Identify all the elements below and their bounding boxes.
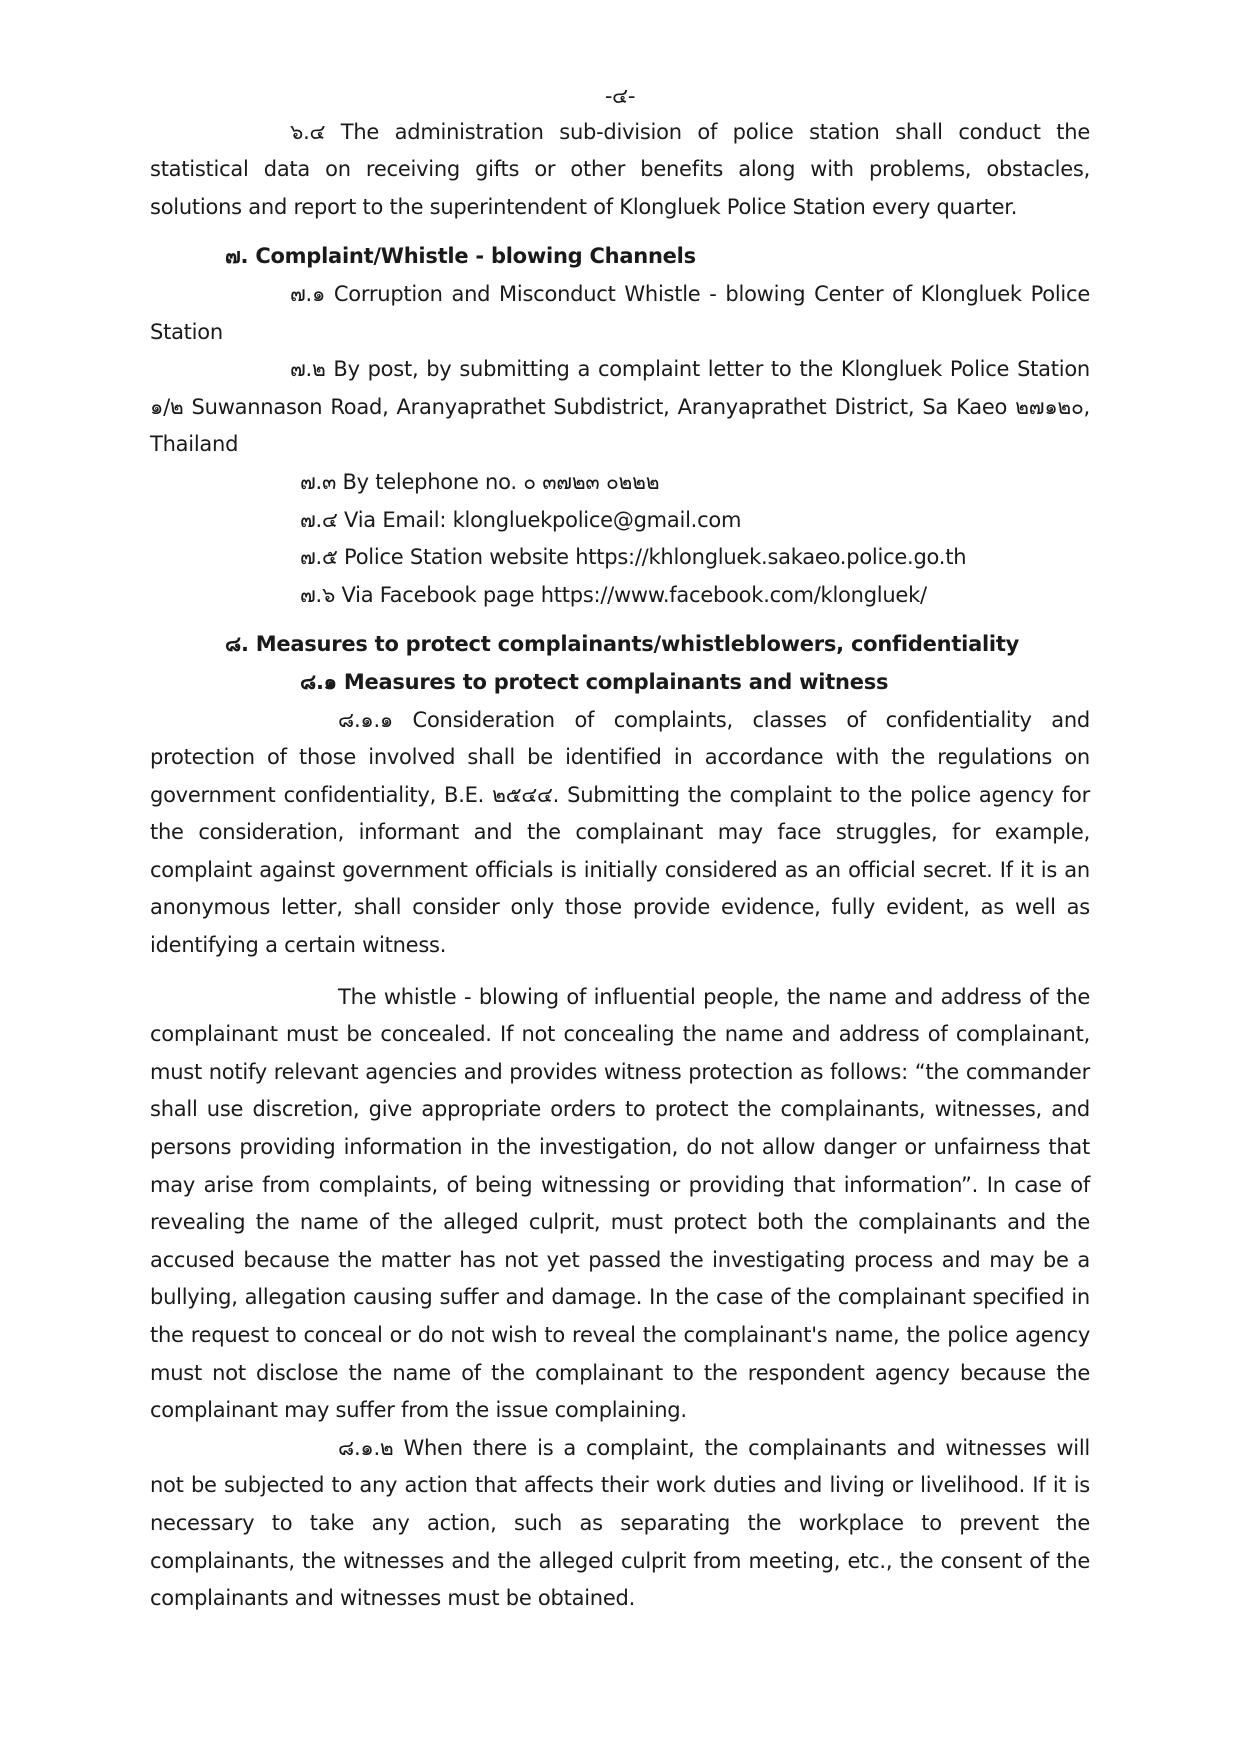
item-7-3: ๗.๓ By telephone no. ๐ ๓๗๒๓ ๐๒๒๒ [300, 469, 660, 494]
paragraph-6-4: ๖.๔ The administration sub-division of police station shall conduct the statistical data on receiving gifts or other benefits along with problems, obstacles, solutions and report to the superintendent of Klongluek Police Station every quarter. [150, 119, 1090, 219]
item-7-2: ๗.๒ By post, by submitting a complaint letter to the Klongluek Police Station ๑/๒ Suwannason Road, Aranyaprathet Subdistrict, Aranyaprathet District, Sa Kaeo ๒๗๑๒๐, Thailand [150, 357, 1090, 457]
item-7-5: ๗.๕ Police Station website https://khlongluek.sakaeo.police.go.th [300, 545, 967, 570]
item-7-1: ๗.๑ Corruption and Misconduct Whistle - blowing Center of Klongluek Police Station [150, 281, 1090, 344]
item-7-6: ๗.๖ Via Facebook page https://www.facebook.com/klongluek/ [300, 582, 927, 607]
paragraph-8-1-2: ๘.๑.๒ When there is a complaint, the complainants and witnesses will not be subjected to any action that affects their work duties and living or livelihood. If it is necessary to take any action, such as separating the workplace to prevent the complainants, the witnesses and the alleged culprit from meeting, etc., the consent of the complainants and witnesses must be obtained. [150, 1435, 1090, 1611]
paragraph-8-1-1: ๘.๑.๑ Consideration of complaints, classes of confidentiality and protection of those involved shall be identified in accordance with the regulations on government confidentiality, B.E. ๒๕๔๔. Submitting the complaint to the police agency for the consideration, informant and the complainant may face struggles, for example, complaint against government officials is initially considered as an official secret. If it is an anonymous letter, shall consider only those provide evidence, fully evident, as well as identifying a certain witness. [150, 707, 1090, 958]
page-number: -๔- [604, 84, 636, 108]
section-8-heading: ๘. Measures to protect complainants/whistleblowers, confidentiality [225, 632, 1020, 657]
section-7-heading: ๗. Complaint/Whistle - blowing Channels [225, 244, 696, 269]
paragraph-whistle-blowing: The whistle - blowing of influential people, the name and address of the complainant must be concealed. If not concealing the name and address of complainant, must notify relevant agencies and provides witness protection as follows: “the commander shall use discretion, give appropriate orders to protect the complainants, witnesses, and persons providing information in the investigation, do not allow danger or unfairness that may arise from complaints, of being witnessing or providing that information”. In case of revealing the name of the alleged culprit, must protect both the complainants and the accused because the matter has not yet passed the investigating process and may be a bullying, allegation causing suffer and damage. In the case of the complainant specified in the request to conceal or do not wish to reveal the complainant's name, the police agency must not disclose the name of the complainant to the respondent agency because the complainant may suffer from the issue complaining. [150, 984, 1090, 1423]
section-8-1-heading: ๘.๑ Measures to protect complainants and witness [300, 669, 889, 694]
item-7-4: ๗.๔ Via Email: klongluekpolice@gmail.com [300, 507, 742, 532]
document-page [150, 78, 1090, 1618]
